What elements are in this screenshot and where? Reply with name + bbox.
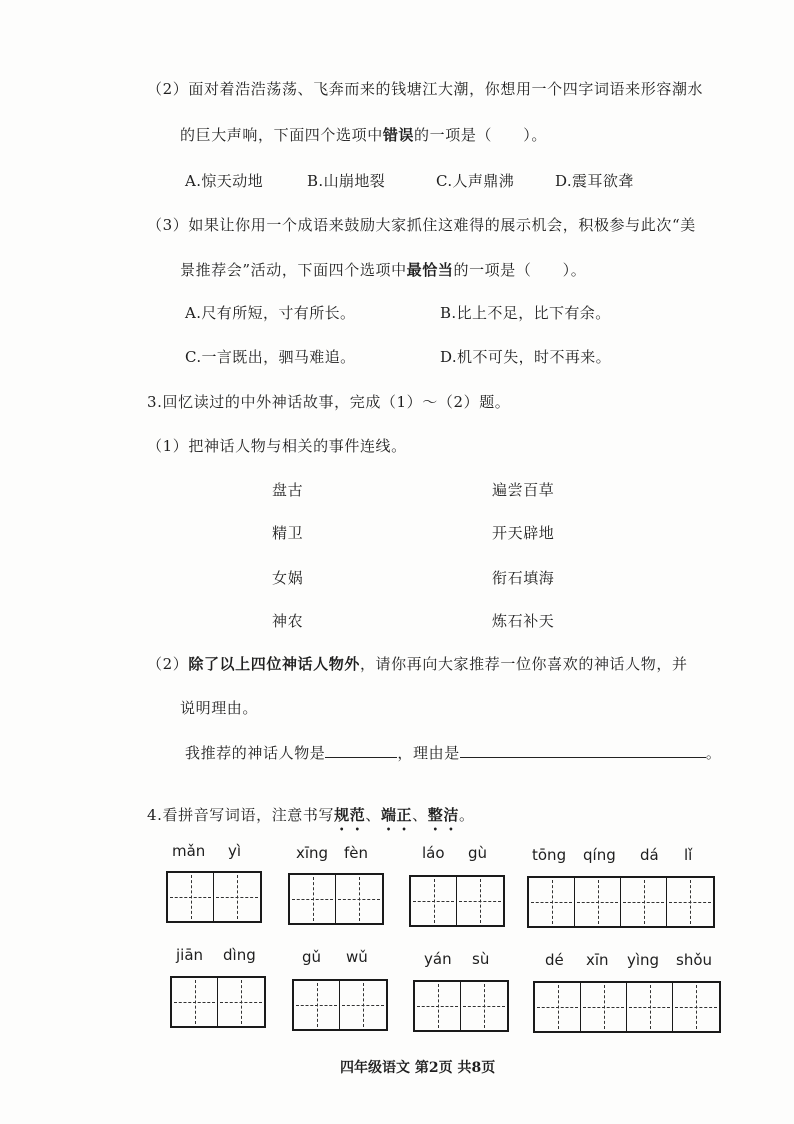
writing-cell[interactable] [415,982,461,1030]
q3-sub2-line1 [147,653,688,674]
writing-cell[interactable] [673,983,719,1031]
character-shennong: 神农 [272,612,304,630]
writing-cell[interactable] [457,877,503,925]
q4-sep-2: 、 [412,806,428,824]
writing-cell[interactable] [214,873,260,921]
pinyin-8-2: xīn [586,951,609,969]
pinyin-5-2: dìng [223,946,256,964]
event-4: 炼石补天 [492,612,555,630]
q2-3-line2 [180,259,586,280]
character-nvwa: 女娲 [272,569,304,587]
writing-grid-guwu[interactable] [292,979,388,1031]
pinyin-5-1: jiān [176,946,204,964]
pinyin-6-2: wǔ [346,948,368,966]
pinyin-8-4: shǒu [676,951,713,969]
writing-cell[interactable] [294,981,340,1029]
q3-sub2-line2: 说明理由。 [180,699,259,717]
pinyin-1-1: mǎn [172,842,206,860]
pinyin-6-1: gǔ [302,948,322,966]
pinyin-1-2: yì [228,842,242,860]
pinyin-3-1: láo [422,844,445,862]
writing-grid-tongqingdali[interactable] [527,876,715,928]
q2-3-option-c: C.一言既出，驷马难追。 [185,348,356,366]
writing-cell[interactable] [575,878,621,926]
pinyin-7-1: yán [424,950,452,968]
q3-sub1: （1）把神话人物与相关的事件连线。 [147,437,407,455]
q2-2-option-c: C.人声鼎沸 [436,172,515,190]
q4-sep-1: 、 [365,806,381,824]
pinyin-3-2: gù [468,844,488,862]
writing-grid-laogu[interactable] [409,875,505,927]
q2-2-keyword: 错误 [382,126,415,144]
pinyin-4-4: lǐ [684,846,693,864]
writing-grid-dexinyingshou[interactable] [533,981,721,1033]
q4-emphasis-2: 端正 [380,806,413,824]
pinyin-7-2: sù [472,950,490,968]
q4-title-end: 。 [458,806,475,824]
writing-cell[interactable] [336,875,382,923]
q3-sub2-keyword: 除了以上四位神话人物外 [188,655,360,673]
character-answer-blank[interactable] [325,743,397,758]
q4-emphasis-1: 规范 [334,806,366,824]
answer-label-reason: ，理由是 [397,744,460,762]
writing-cell[interactable] [461,982,507,1030]
q2-3-option-a: A.尺有所短，寸有所长。 [185,304,356,322]
writing-cell[interactable] [218,978,264,1026]
writing-cell[interactable] [172,978,218,1026]
writing-grid-jianding[interactable] [170,976,266,1028]
q3-title: 3.回忆读过的中外神话故事，完成（1）～（2）题。 [147,393,511,411]
q2-3-line1: （3）如果让你用一个成语来鼓励大家抓住这难得的展示机会，积极参与此次“美 [147,216,696,234]
q2-3-option-b: B.比上不足，比下有余。 [440,304,611,322]
writing-cell[interactable] [290,875,336,923]
writing-cell[interactable] [667,878,713,926]
writing-cell[interactable] [535,983,581,1031]
reason-answer-blank[interactable] [460,743,706,758]
q2-3-line2-post: 的一项是（ ）。 [453,261,587,279]
q3-sub2-number: （2） [147,655,189,673]
q2-3-keyword: 最恰当 [406,261,454,279]
q4-title-pre: 4.看拼音写词语，注意书写 [147,806,335,824]
q2-2-line1: （2）面对着浩浩荡荡、飞奔而来的钱塘江大潮，你想用一个四字词语来形容潮水 [147,80,704,98]
q2-2-option-b: B.山崩地裂 [307,172,386,190]
event-2: 开天辟地 [492,524,555,542]
writing-cell[interactable] [340,981,386,1029]
q4-emphasis-3: 整洁 [427,806,459,824]
answer-line [185,742,721,763]
q2-3-line2-pre: 景推荐会”活动，下面四个选项中 [180,261,407,279]
q4-title [147,804,475,834]
writing-cell[interactable] [168,873,214,921]
answer-label-character: 我推荐的神话人物是 [185,744,326,762]
pinyin-4-3: dá [640,846,659,864]
q2-2-line2 [180,124,547,145]
pinyin-8-3: yìng [627,951,660,969]
pinyin-8-1: dé [545,951,564,969]
writing-grid-xingfen[interactable] [288,873,384,925]
pinyin-2-1: xīng [296,844,329,862]
event-1: 遍尝百草 [492,481,555,499]
q2-3-option-d: D.机不可失，时不再来。 [440,348,612,366]
event-3: 衔石填海 [492,569,555,587]
writing-cell[interactable] [581,983,627,1031]
q2-2-line2-post: 的一项是（ ）。 [414,126,547,144]
pinyin-4-1: tōng [532,846,567,864]
writing-cell[interactable] [529,878,575,926]
q2-2-line2-pre: 的巨大声响，下面四个选项中 [180,126,383,144]
character-jingwei: 精卫 [272,524,304,542]
pinyin-2-2: fèn [344,844,369,862]
answer-end-mark: 。 [705,744,722,762]
page-footer: 四年级语文 第2页 共8页 [340,1060,496,1076]
q2-2-option-a: A.惊天动地 [185,172,264,190]
character-pangu: 盘古 [272,481,304,499]
writing-grid-manyi[interactable] [166,871,262,923]
writing-grid-yansu[interactable] [413,980,509,1032]
writing-cell[interactable] [411,877,457,925]
writing-cell[interactable] [621,878,667,926]
q2-2-option-d: D.震耳欲聋 [555,172,634,190]
pinyin-4-2: qíng [583,846,616,864]
q3-sub2-rest: ，请你再向大家推荐一位你喜欢的神话人物，并 [359,655,688,673]
writing-cell[interactable] [627,983,673,1031]
